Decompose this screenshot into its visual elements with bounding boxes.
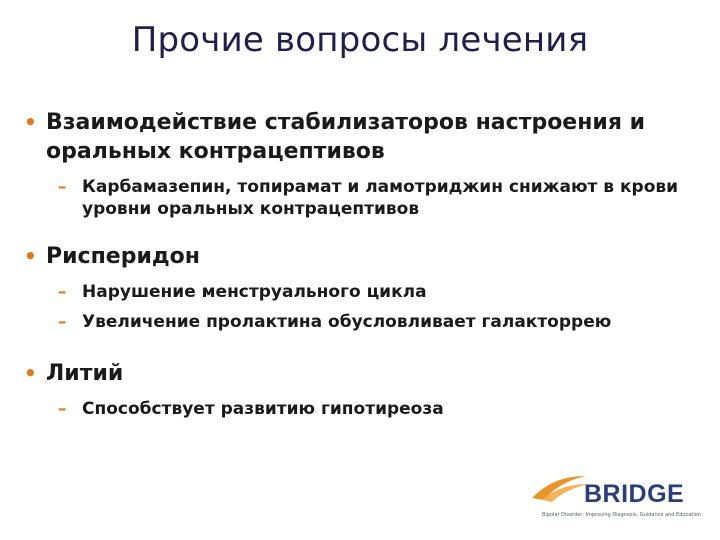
slide-title: Прочие вопросы лечения <box>131 20 589 60</box>
dash-icon: – <box>58 399 67 419</box>
bullet-dot-icon: • <box>24 361 37 385</box>
bullet-text: Взаимодействие стабилизаторов настроения и оральных контрацептивов <box>46 110 646 164</box>
bullet-item <box>20 242 700 271</box>
sub-item <box>20 176 700 220</box>
bullet-text: Рисперидон <box>46 244 200 269</box>
bridge-logo <box>528 470 713 530</box>
slide-content <box>20 108 700 420</box>
bullet-text: Литий <box>46 361 124 386</box>
dash-icon: – <box>58 177 67 197</box>
bullet-dot-icon: • <box>24 244 37 268</box>
bullet-dot-icon: • <box>24 110 37 134</box>
sub-text: Увеличение пролактина обусловливает галакторрею <box>82 312 612 332</box>
logo-tagline: Bipolar Disorder: Improving Diagnosis, Guidance and Education <box>542 512 701 518</box>
sub-text: Карбамазепин, топирамат и ламотриджин снижают в крови уровни оральных контрацептивов <box>82 177 679 219</box>
bullet-item <box>20 108 700 166</box>
logo-wordmark: BRIDGE <box>584 480 685 508</box>
dash-icon: – <box>58 282 67 302</box>
sub-text: Способствует развитию гипотиреоза <box>82 399 444 419</box>
sub-item <box>20 281 700 303</box>
sub-item <box>20 398 700 420</box>
bullet-item <box>20 359 700 388</box>
sub-text: Нарушение менструального цикла <box>82 282 427 302</box>
sub-item <box>20 311 700 333</box>
dash-icon: – <box>58 312 67 332</box>
